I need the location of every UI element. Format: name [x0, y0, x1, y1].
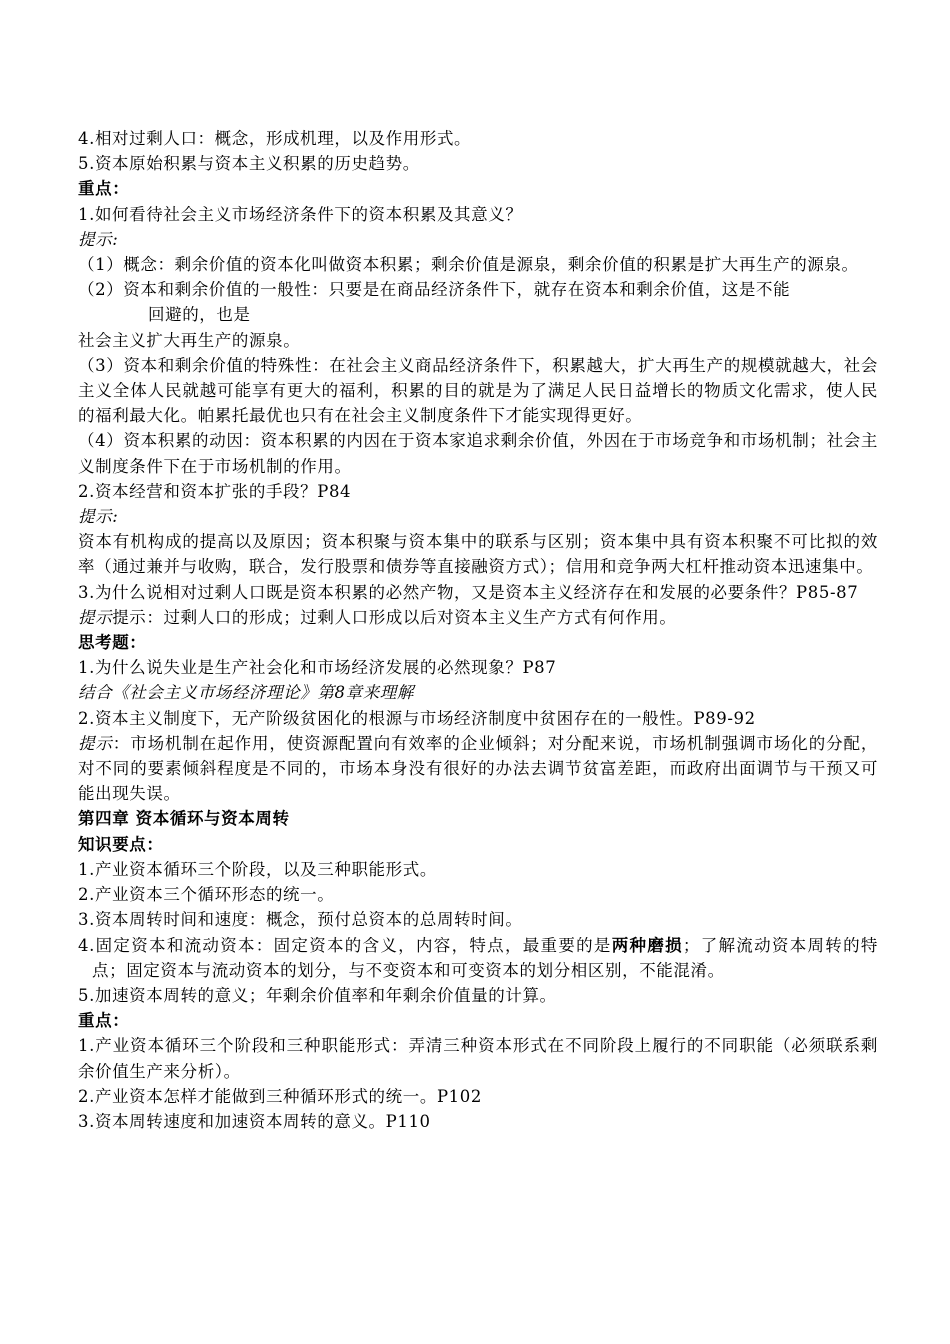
text-line: 5.资本原始积累与资本主义积累的历史趋势。 — [78, 154, 420, 174]
question-line: 1.如何看待社会主义市场经济条件下的资本积累及其意义？ — [78, 204, 523, 224]
text-line: （2）资本和剩余价值的一般性：只要是在商品经济条件下，就存在资本和剩余价值，这是不能 — [78, 280, 791, 300]
text-paragraph: （1）概念：剩余价值的资本化叫做资本积累；剩余价值是源泉，剩余价值的积累是扩大再生产的源泉。 — [78, 255, 859, 275]
hint-label: 提示: — [78, 229, 119, 249]
section-heading: 知识要点： — [78, 834, 164, 854]
hint-label: 提示 — [78, 607, 113, 627]
question-line: 2.资本经营和资本扩张的手段？P84 — [78, 481, 352, 501]
section-heading: 重点： — [78, 179, 130, 199]
hint-colon: ： — [112, 733, 131, 753]
text-paragraph: 1.产业资本循环三个阶段和三种职能形式：弄清三种资本形式在不同阶段上履行的不同职能（必须联系剩余价值生产来分析）。 — [78, 1036, 878, 1081]
text-line: 社会主义扩大再生产的源泉。 — [78, 330, 301, 350]
text-paragraph: （4）资本积累的动因：资本积累的内因在于资本家追求剩余价值，外因在于市场竞争和市场机制；社会主义制度条件下在于市场机制的作用。 — [78, 431, 878, 476]
chapter-heading: 第四章 资本循环与资本周转 — [78, 809, 290, 829]
text-paragraph: 资本有机构成的提高以及原因；资本积聚与资本集中的联系与区别；资本集中具有资本积聚不可比拟的效率（通过兼并与收购，联合，发行股票和债券等直接融资方式）；信用和竞争两大杠杆推动资本迅速集中。 — [78, 532, 878, 577]
text-line: 2.产业资本三个循环形态的统一。 — [78, 885, 335, 905]
text-segment: 4.固定资本和流动资本：固定资本的含义，内容，特点，最重要的是 — [78, 935, 612, 955]
question-line: 2.资本主义制度下，无产阶级贫困化的根源与市场经济制度中贫困存在的一般性。P89-92 — [78, 708, 756, 728]
section-heading: 重点： — [78, 1011, 130, 1031]
hint-line — [78, 605, 878, 630]
question-line: 3.资本周转速度和加速资本周转的意义。P110 — [78, 1111, 431, 1131]
text-paragraph — [78, 933, 878, 983]
hint-label: 提示 — [78, 733, 113, 753]
text-line: 5.加速资本周转的意义；年剩余价值率和年剩余价值量的计算。 — [78, 985, 557, 1005]
question-line: 3.为什么说相对过剩人口既是资本积累的必然产物，又是资本主义经济存在和发展的必要条件？P85-87 — [78, 582, 859, 602]
hint-text: 市场机制在起作用，使资源配置向有效率的企业倾斜；对分配来说，市场机制强调市场化的分配，对不同的要素倾斜程度是不同的，市场本身没有很好的办法去调节贫富差距，而政府出面调节与干预又可能出现失误。 — [78, 733, 878, 804]
emphasis-text: 两种磨损 — [611, 935, 683, 955]
hint-text: 提示：过剩人口的形成；过剩人口形成以后对资本主义生产方式有何作用。 — [112, 607, 677, 627]
text-line: 4.相对过剩人口：概念，形成机理，以及作用形式。 — [78, 129, 472, 148]
hint-label: 提示: — [78, 507, 119, 527]
text-segment: ；了解流动资本周转的特点；固定资本与流动资本的划分，与不变资本和可变资本的划分相区别，不能混淆。 — [92, 935, 878, 980]
text-line: 3.资本周转时间和速度：概念，预付总资本的总周转时间。 — [78, 910, 523, 930]
text-line: 回避的，也是 — [148, 305, 251, 325]
section-heading: 思考题： — [78, 633, 147, 653]
document-page — [78, 126, 878, 1134]
text-paragraph: （3）资本和剩余价值的特殊性：在社会主义商品经济条件下，积累越大，扩大再生产的规模就越大，社会主义全体人民就越可能享有更大的福利，积累的目的就是为了满足人民日益增长的物质文化需求，使人民的福利最大化。帕累托最优也只有在社会主义制度条件下才能实现得更好。 — [78, 355, 878, 426]
question-line: 2.产业资本怎样才能做到三种循环形式的统一。P102 — [78, 1086, 482, 1106]
text-line: 1.产业资本循环三个阶段，以及三种职能形式。 — [78, 859, 437, 879]
hint-paragraph — [78, 731, 878, 807]
reference-note: 结合《社会主义市场经济理论》第8章来理解 — [78, 683, 414, 703]
question-line: 1.为什么说失业是生产社会化和市场经济发展的必然现象？P87 — [78, 658, 557, 678]
